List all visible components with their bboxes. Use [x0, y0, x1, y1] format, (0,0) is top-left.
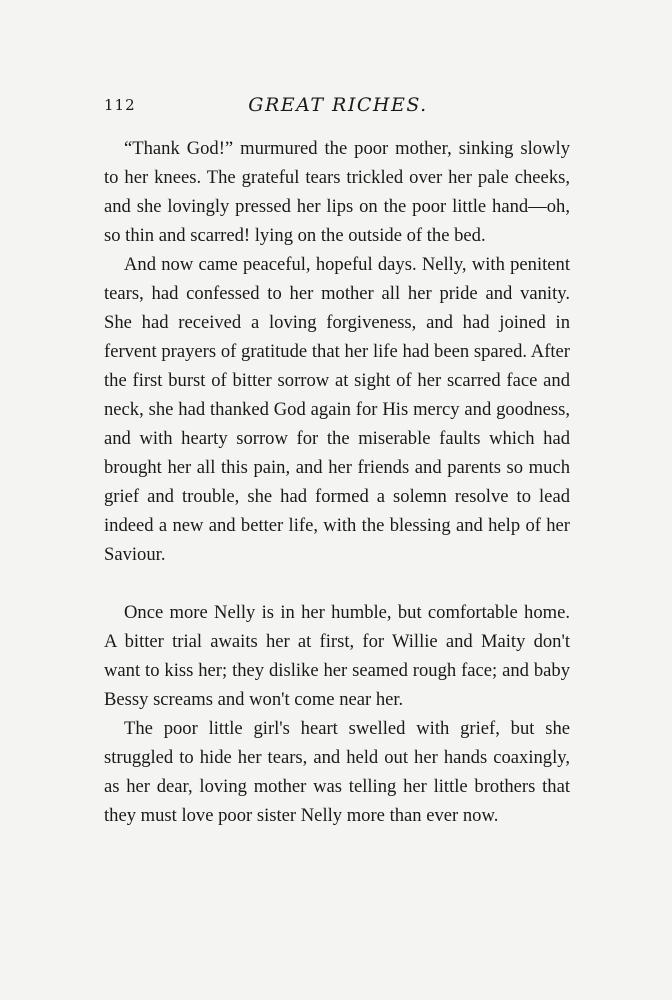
paragraph-4: The poor little girl's heart swelled with grief, but she struggled to hide her tears, and held out her hands coaxingly, as her dear, loving mother was telling her little brothers that they must love poor sister Nelly more than ever now.	[104, 718, 570, 826]
section-break	[104, 569, 570, 598]
page-number: 112	[104, 96, 136, 114]
running-head	[104, 94, 572, 122]
paragraph-3: Once more Nelly is in her humble, but comfortable home. A bitter trial awaits her at first, for Willie and Maity don't want to kiss her; they dislike her seamed rough face; and baby Bessy screams and won't come near her.	[104, 602, 570, 710]
paragraph-1: “Thank God!” murmured the poor mother, sinking slowly to her knees. The grateful tears trickled over her pale cheeks, and she lovingly pressed her lips on the poor little hand—oh, so thin and scarred! lying on the outside of the bed.	[104, 138, 570, 246]
body-text	[104, 134, 570, 830]
paragraph-2: And now came peaceful, hopeful days. Nelly, with penitent tears, had confessed to her mother all her pride and vanity. She had received a loving forgiveness, and had joined in fervent prayers of gratitude that her life had been spared. After the first burst of bitter sorrow at sight of her scarred face and neck, she had thanked God again for His mercy and goodness, and with hearty sorrow for the miserable faults which had brought her all this pain, and her friends and parents so much grief and trouble, she had formed a solemn resolve to lead indeed a new and better life, with the blessing and help of her Saviour.	[104, 254, 570, 565]
running-title: GREAT RICHES.	[248, 94, 428, 116]
